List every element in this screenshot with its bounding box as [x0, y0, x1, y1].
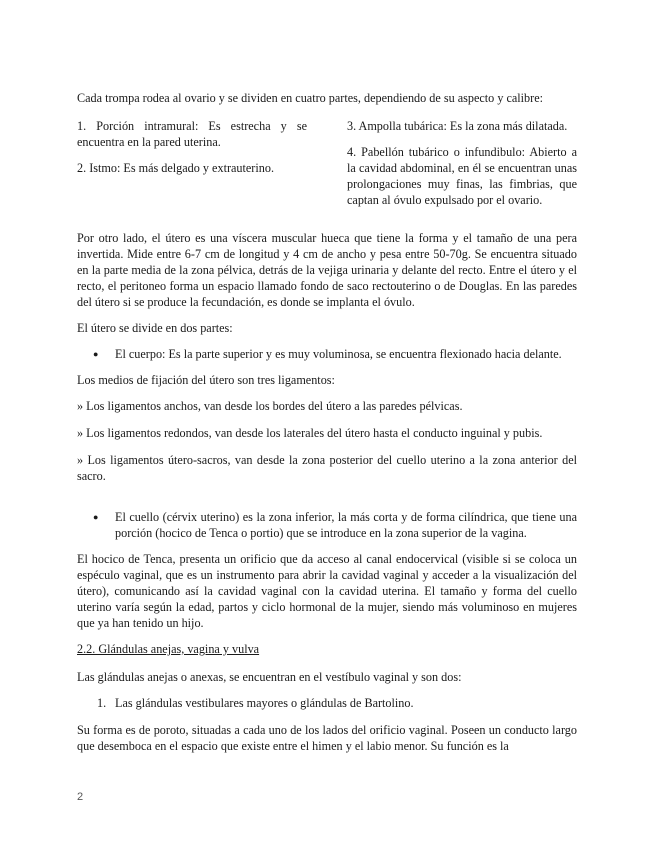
- item-number: 1.: [97, 696, 107, 710]
- part-3: 3. Ampolla tubárica: Es la zona más dilatada.: [347, 119, 568, 133]
- page-body: [77, 90, 577, 754]
- part-2: 2. Istmo: Es más delgado y extrauterino.: [77, 161, 274, 175]
- hocico-paragraph: El hocico de Tenca, presenta un orificio que da acceso al canal endocervical (visible si se coloca un espéculo vaginal, que es un instrumento para abrir la cavidad vaginal y acceder a la visualización del útero), comunicando así la cavidad vaginal con la cavidad uterina. El tamaño y forma del cuello uterino varía según la edad, partos y ciclo hormonal de la mujer, siendo más voluminoso en mujeres que ya han tenido un hijo.: [77, 552, 577, 630]
- item-text: Las glándulas vestibulares mayores o glándulas de Bartolino.: [115, 696, 414, 710]
- trompa-parts-columns: [77, 118, 577, 218]
- ligamento-redondos: » Los ligamentos redondos, van desde los laterales del útero hasta el conducto inguinal y pubis.: [77, 426, 543, 440]
- utero-divide: El útero se divide en dos partes:: [77, 321, 233, 335]
- glandulas-intro: Las glándulas anejas o anexas, se encuentran en el vestíbulo vaginal y son dos:: [77, 670, 462, 684]
- bullet-cuerpo-text: El cuerpo: Es la parte superior y es muy voluminosa, se encuentra flexionado hacia delante.: [115, 347, 562, 361]
- bullet-icon: ●: [93, 512, 99, 522]
- bullet-cuerpo: [93, 346, 577, 362]
- section-heading: 2.2. Glándulas anejas, vagina y vulva: [77, 642, 260, 656]
- spacer: [77, 495, 577, 509]
- bullet-cuello-text: El cuello (cérvix uterino) es la zona inferior, la más corta y de forma cilíndrica, que tiene una porción (hocico de Tenca o portio) que se introduce en la zona superior de la vagina.: [115, 510, 577, 540]
- bartolino-paragraph: Su forma es de poroto, situadas a cada uno de los lados del orificio vaginal. Poseen un conducto largo que desemboca en el espacio que existe entre el himen y el labio menor. Su función es la: [77, 723, 577, 753]
- ligamento-anchos: » Los ligamentos anchos, van desde los bordes del útero a las paredes pélvicas.: [77, 399, 463, 413]
- bullet-cuello: [93, 509, 577, 541]
- part-1: 1. Porción intramural: Es estrecha y se encuentra en la pared uterina.: [77, 119, 307, 149]
- bullet-icon: ●: [93, 349, 99, 359]
- page-number: 2: [77, 791, 84, 803]
- medios-fijacion: Los medios de fijación del útero son tres ligamentos:: [77, 373, 335, 387]
- intro-paragraph: Cada trompa rodea al ovario y se dividen en cuatro partes, dependiendo de su aspecto y calibre:: [77, 91, 543, 105]
- utero-paragraph: Por otro lado, el útero es una víscera muscular hueca que tiene la forma y el tamaño de una pera invertida. Mide entre 6-7 cm de longitud y 4 cm de ancho y pesa entre 50-70g. Se encuentra situado en la parte media de la zona pélvica, detrás de la vejiga urinaria y delante del recto. Entre el útero y el recto, el peritoneo forma un espacio llamado fondo de saco rectouterino o de Douglas. En las paredes del útero si se produce la fecundación, es donde se implanta el óvulo.: [77, 231, 577, 309]
- part-4: 4. Pabellón tubárico o infundibulo: Abierto a la cavidad abdominal, en él se encuentran unas prolongaciones muy finas, las fimbrias, que captan al óvulo expulsado por el ovario.: [347, 145, 577, 207]
- right-column: [347, 118, 577, 218]
- left-column: [77, 118, 307, 218]
- ligamento-utero-sacros: » Los ligamentos útero-sacros, van desde la zona posterior del cuello uterino a la zona anterior del sacro.: [77, 453, 577, 483]
- numbered-item: [97, 695, 577, 711]
